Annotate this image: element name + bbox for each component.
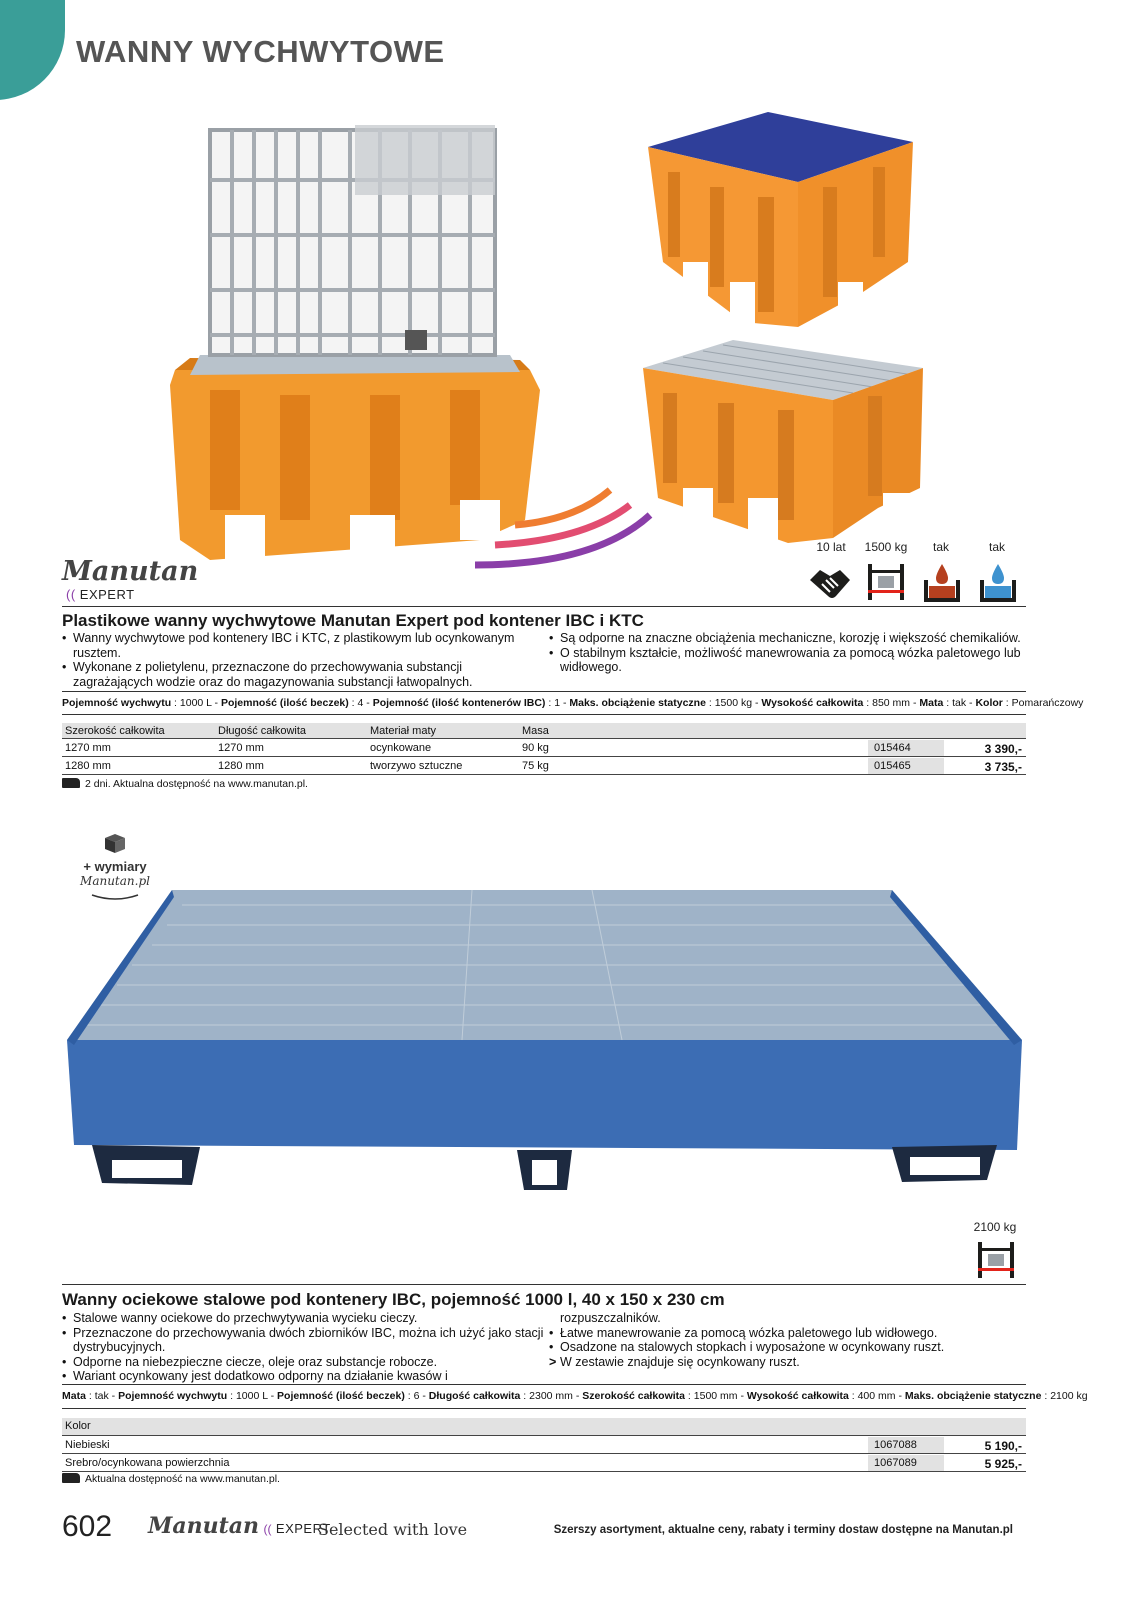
product1-title: Plastikowe wanny wychwytowe Manutan Expert pod kontener IBC i KTC: [62, 611, 644, 630]
bullet: • Stalowe wanny ociekowe do przechwytywania wycieku cieczy.: [62, 1311, 544, 1326]
corner-accent: [0, 0, 65, 100]
divider: [62, 1384, 1026, 1385]
bullet: • Odporne na niebezpieczne ciecze, oleje oraz substancje robocze.: [62, 1355, 544, 1370]
product1-specs: Pojemność wychwytu : 1000 L - Pojemność (ilość beczek) : 4 - Pojemność (ilość kontenerów IBC) : 1 - Maks. obciążenie statyczne : 1500 kg - Wysokość całkowita : 850 mm - Mata : tak - Kolor : Pomarańczowy: [62, 697, 1084, 709]
divider: [62, 606, 1026, 607]
product-code[interactable]: 015464: [868, 740, 944, 756]
product2-table: [62, 1418, 1026, 1473]
badge-line2: Manutan.pl: [80, 874, 150, 888]
water-liquid-icon: [980, 562, 1016, 602]
handshake-icon: [808, 562, 852, 602]
warranty-label: 10 lat: [816, 540, 846, 554]
brand-name: Manutan: [62, 556, 199, 587]
product2-bullets-right: [549, 1311, 1027, 1369]
divider: [62, 1284, 1026, 1285]
shelf-load-icon: [976, 1240, 1016, 1280]
box-3d-icon: [101, 832, 129, 854]
table-header: Szerokość całkowita Długość całkowita Materiał maty Masa: [62, 723, 1026, 739]
bullet: • O stabilnym kształcie, możliwość manewrowania za pomocą wózka paletowego lub widłowego.: [549, 646, 1027, 675]
water-label: tak: [988, 540, 1005, 554]
footer-logo: Manutan (( EXPERT: [148, 1513, 331, 1539]
divider: [62, 691, 1026, 692]
bullet: • Łatwe manewrowanie za pomocą wózka paletowego lub widłowego.: [549, 1326, 1027, 1341]
availability-note: Aktualna dostępność na www.manutan.pl.: [62, 1473, 280, 1485]
product2-specs: Mata : tak - Pojemność wychwytu : 1000 L - Pojemność (ilość beczek) : 6 - Długość całkowita : 2300 mm - Szerokość całkowita : 1500 mm - Wysokość całkowita : 400 mm - Maks. obciążenie statyczne : 2100 kg: [62, 1390, 1088, 1402]
bullet-continuation: rozpuszczalników.: [560, 1311, 661, 1325]
manutan-expert-logo: [62, 556, 198, 602]
price: 3 735,-: [984, 760, 1022, 774]
footer-info: Szerszy asortyment, aktualne ceny, rabaty i terminy dostaw dostępne na Manutan.pl: [553, 1524, 1013, 1536]
plastic-sump-with-blue-mat-image: [648, 112, 918, 327]
price: 5 925,-: [984, 1457, 1022, 1471]
table-row[interactable]: Niebieski 1067088 5 190,-: [62, 1437, 1026, 1454]
page-number: 602: [62, 1510, 113, 1543]
shelf-load-icon: [866, 562, 906, 602]
hazard-liquid-icon: [924, 562, 960, 602]
divider: [62, 714, 1026, 715]
brand-waves-icon: ((: [66, 587, 76, 602]
bullet: • Wariant ocynkowany jest dodatkowo odporny na działanie kwasów i: [62, 1369, 544, 1384]
product-code[interactable]: 1067089: [868, 1455, 944, 1471]
hazard-label: tak: [932, 540, 949, 554]
product-code[interactable]: 1067088: [868, 1437, 944, 1453]
bullet: • Są odporne na znaczne obciążenia mechaniczne, korozję i większość chemikaliów.: [549, 631, 1027, 646]
footer-link[interactable]: Manutan.pl: [952, 1524, 1013, 1536]
bullet: • Wanny wychwytowe pod kontenery IBC i KTC, z plastikowym lub ocynkowanym rusztem.: [62, 631, 542, 660]
decorative-arcs: [465, 480, 655, 580]
price: 3 390,-: [984, 742, 1022, 756]
product1-table: [62, 723, 1026, 778]
bullet: • Osadzone na stalowych stopkach i wyposażone w ocynkowany ruszt.: [549, 1340, 1027, 1355]
product2-bullets-left: [62, 1311, 544, 1384]
steel-sump-tray-image: [62, 885, 1027, 1195]
plastic-sump-with-grate-image: [638, 338, 923, 548]
product1-bullets-left: [62, 631, 542, 689]
product2-title: Wanny ociekowe stalowe pod kontenery IBC, pojemność 1000 l, 40 x 150 x 230 cm: [62, 1290, 725, 1309]
availability-note: 2 dni. Aktualna dostępność na www.manutan.pl.: [62, 778, 308, 790]
footer-slogan: Selected with love: [318, 1520, 468, 1539]
load-label: 1500 kg: [864, 540, 908, 554]
table-row[interactable]: 1280 mm 1280 mm tworzywo sztuczne 75 kg 015465 3 735,-: [62, 758, 1026, 775]
bullet: • Wykonane z polietylenu, przeznaczone do przechowywania substancji zagrażających wodzie oraz do magazynowania substancji łatwopalnych.: [62, 660, 542, 689]
bullet-arrow: > W zestawie znajduje się ocynkowany ruszt.: [549, 1355, 1027, 1370]
brand-waves-icon: ((: [263, 1522, 272, 1536]
product1-bullets-right: [549, 631, 1027, 675]
table-row[interactable]: Srebro/ocynkowana powierzchnia 1067089 5 925,-: [62, 1455, 1026, 1472]
truck-icon: [62, 778, 80, 788]
table-header: Kolor: [62, 1418, 1026, 1436]
table-row[interactable]: 1270 mm 1270 mm ocynkowane 90 kg 015464 3 390,-: [62, 740, 1026, 757]
product-code[interactable]: 015465: [868, 758, 944, 774]
badge-line1: + wymiary: [83, 859, 147, 874]
page-title: WANNY WYCHWYTOWE: [76, 34, 445, 69]
truck-icon: [62, 1473, 80, 1483]
brand-sub: EXPERT: [79, 587, 135, 602]
load-label: 2100 kg: [973, 1220, 1017, 1234]
price: 5 190,-: [984, 1439, 1022, 1453]
divider: [62, 1408, 1026, 1409]
bullet: • Przeznaczone do przechowywania dwóch zbiorników IBC, można ich użyć jako stacji dystrybucyjnych.: [62, 1326, 544, 1355]
